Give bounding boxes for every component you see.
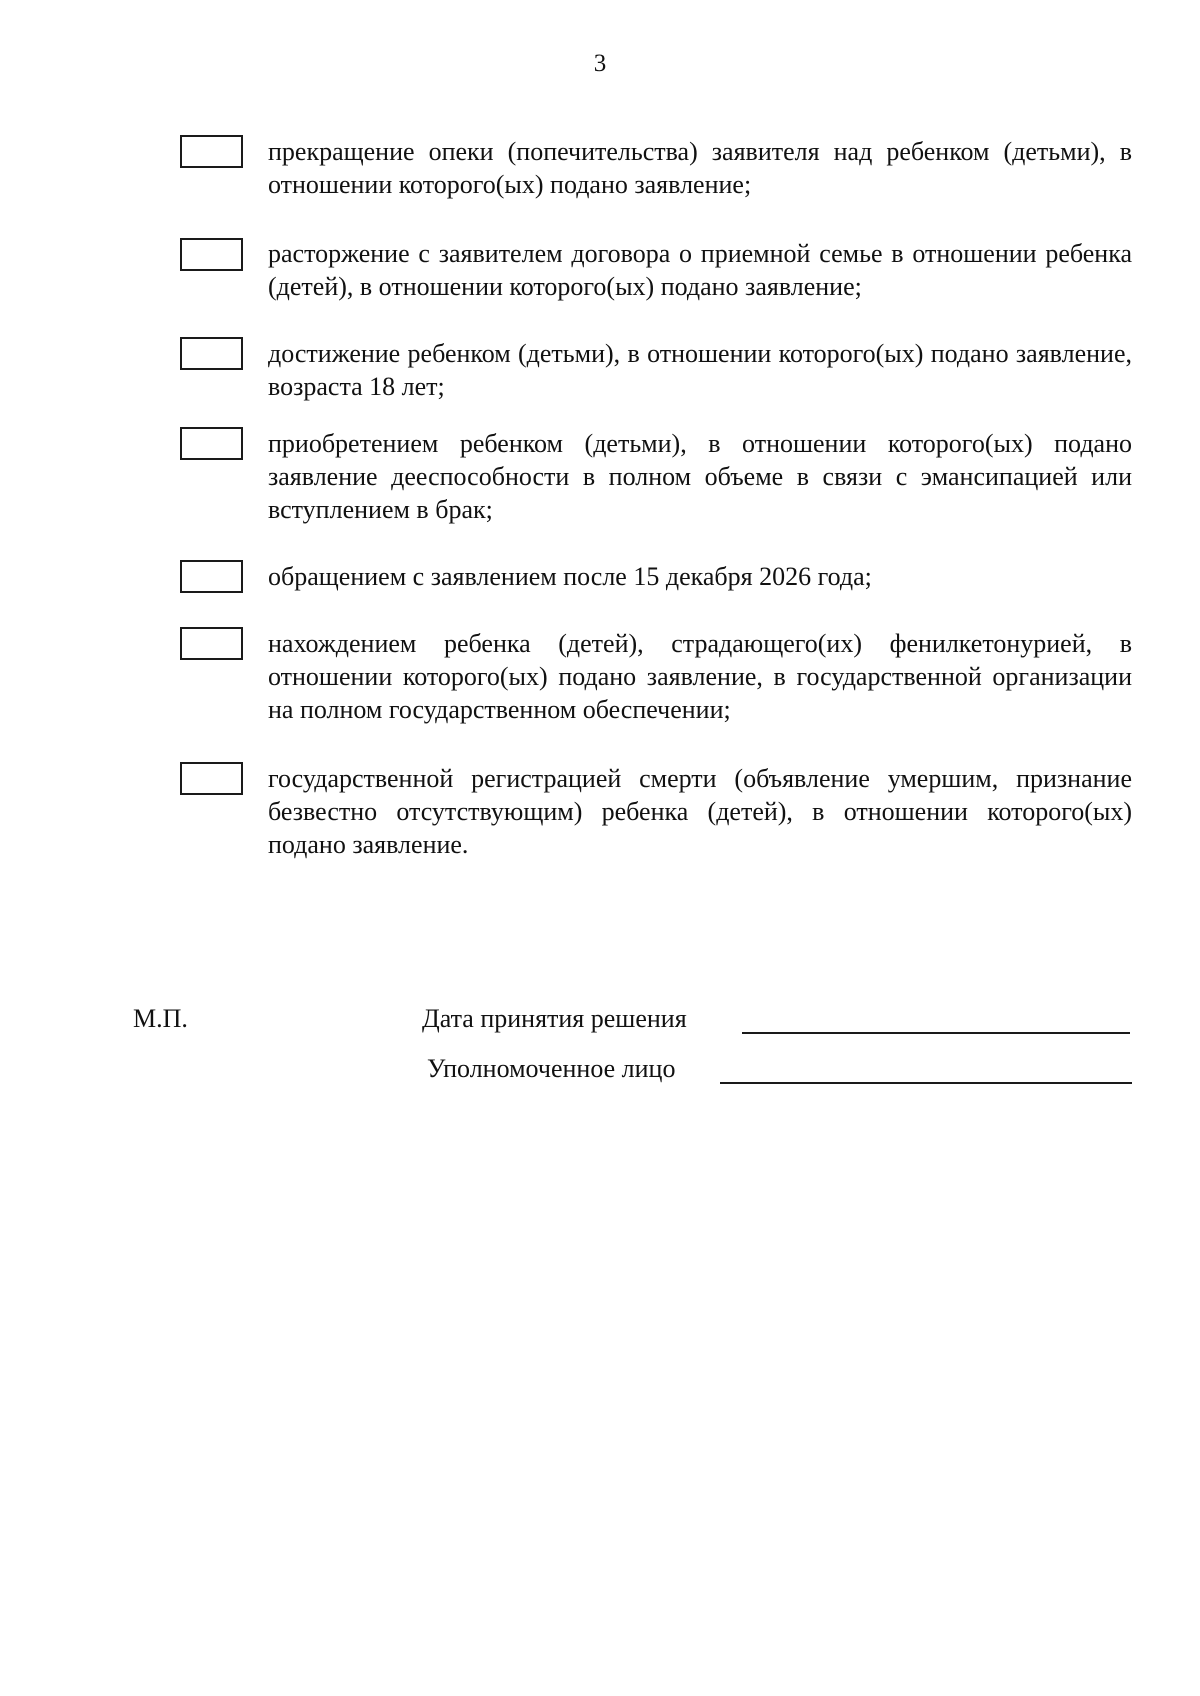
option-text: прекращение опеки (попечительства) заявителя над ребенком (детьми), в отношении которого(ых) подано заявление; — [268, 137, 1132, 199]
checkbox[interactable] — [180, 762, 243, 795]
checkbox[interactable] — [180, 627, 243, 660]
decision-date-label: Дата принятия решения — [422, 1004, 687, 1033]
checkbox[interactable] — [180, 560, 243, 593]
option-text: достижение ребенком (детьми), в отношении которого(ых) подано заявление, возраста 18 лет; — [268, 339, 1132, 401]
checkbox[interactable] — [180, 427, 243, 460]
checkbox[interactable] — [180, 337, 243, 370]
decision-date-line[interactable] — [742, 1032, 1130, 1034]
checkbox[interactable] — [180, 238, 243, 271]
option-text: государственной регистрацией смерти (объявление умершим, признание безвестно отсутствующим) ребенка (детей), в отношении которого(ых) подано заявление. — [268, 764, 1132, 859]
option-text: расторжение с заявителем договора о приемной семье в отношении ребенка (детей), в отношении которого(ых) подано заявление; — [268, 239, 1132, 301]
authorized-person-label: Уполномоченное лицо — [427, 1054, 676, 1083]
option-text: обращением с заявлением после 15 декабря 2026 года; — [268, 562, 872, 591]
checkbox[interactable] — [180, 135, 243, 168]
option-text: приобретением ребенком (детьми), в отношении которого(ых) подано заявление дееспособности в полном объеме в связи с эмансипацией или вступлением в брак; — [268, 429, 1132, 524]
option-text: нахождением ребенка (детей), страдающего(их) фенилкетонурией, в отношении которого(ых) подано заявление, в государственной организации на полном государственном обеспечении; — [268, 629, 1132, 724]
authorized-person-line[interactable] — [720, 1082, 1132, 1084]
stamp-label: М.П. — [133, 1004, 188, 1033]
page-number: 3 — [593, 50, 607, 77]
